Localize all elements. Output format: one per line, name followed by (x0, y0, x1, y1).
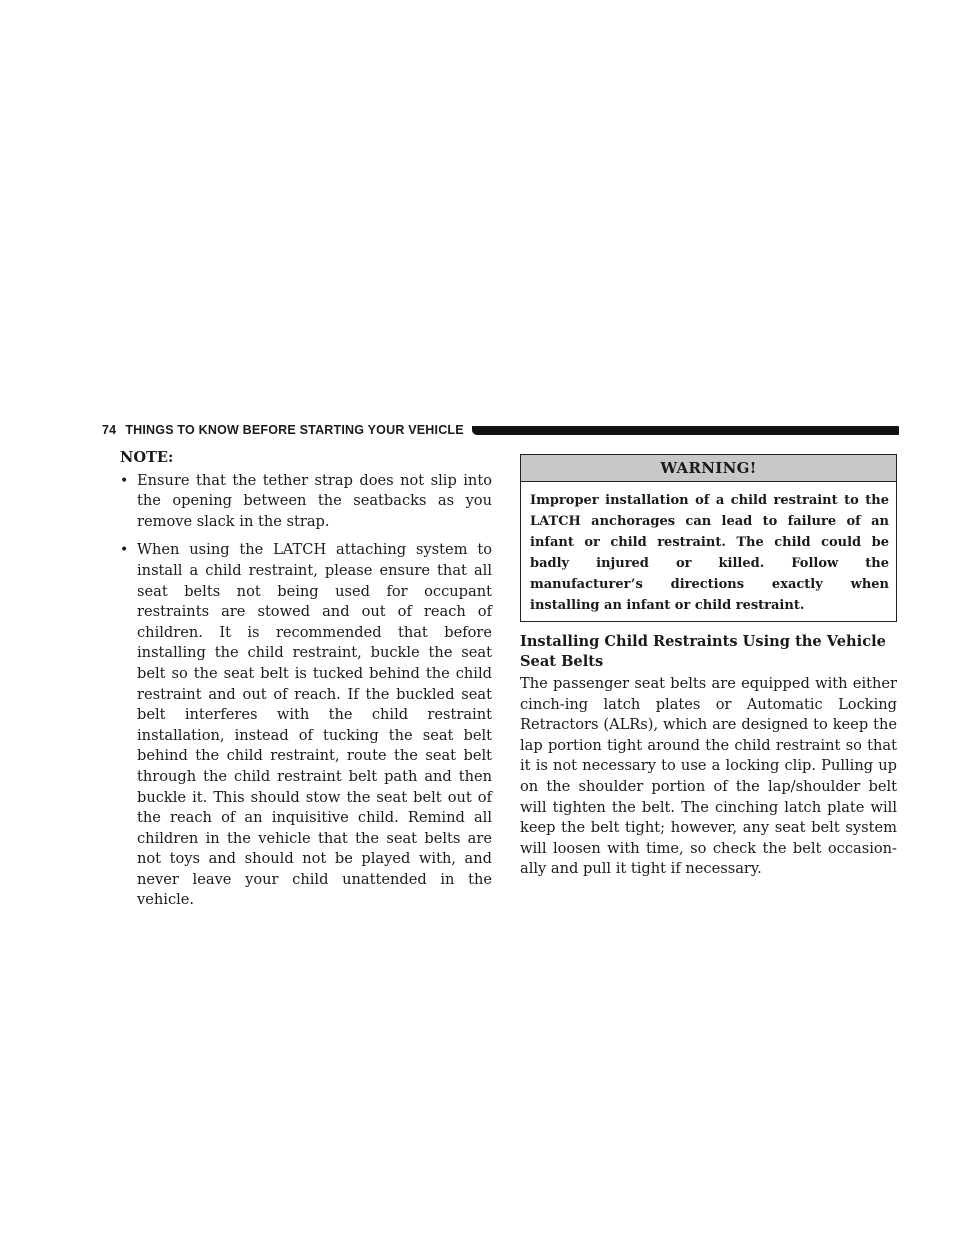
page-number: 74 (102, 423, 117, 437)
section-body: The passenger seat belts are equipped with either cinch-ing latch plates or Automatic Locking Retractors (ALRs), which are designed to keep the lap portion tight around the child restraint so that it is not necessary to use a locking clip. Pulling up on the shoulder portion of the lap/shoulder belt will tighten the belt. The cinching latch plate will keep the belt tight; however, any seat belt system will loosen with time, so check the belt occasion-ally and pull it tight if necessary. (520, 675, 897, 878)
page-header (102, 419, 899, 441)
section-heading: Installing Child Restraints Using the Vehicle Seat Belts (520, 633, 886, 670)
note-bullet (120, 471, 492, 533)
warning-title: WARNING! (521, 455, 896, 482)
warning-text: Improper installation of a child restraint to the LATCH anchorages can lead to failure of an infant or child restraint. The child could be badly injured or killed. Follow the manufacturer’s directions exactly when installing an infant or child restraint. (530, 493, 889, 613)
bullet-icon: • (120, 542, 129, 559)
note-label: NOTE: (120, 449, 174, 466)
section-title: THINGS TO KNOW BEFORE STARTING YOUR VEHICLE (125, 423, 464, 437)
note-bullet-text: When using the LATCH attaching system to install a child restraint, please ensure that all seat belts not being used for occupant restraints are stowed and out of reach of children. It is recommended that before installing the child restraint, buckle the seat belt so the seat belt is tucked behind the child restraint and out of reach. If the buckled seat belt interferes with the child restraint installation, instead of tucking the seat belt behind the child restraint, route the seat belt through the child restraint belt path and then buckle it. This should stow the seat belt out of the reach of an inquisitive child. Remind all children in the vehicle that the seat belts are not toys and should not be played with, and never leave your child unattended in the vehicle. (137, 541, 492, 909)
header-rule (472, 426, 899, 435)
note-bullet-text: Ensure that the tether strap does not slip into the opening between the seatbacks as you remove slack in the strap. (137, 471, 492, 530)
right-column (520, 454, 897, 880)
left-column (120, 448, 492, 919)
warning-box (520, 454, 897, 622)
note-bullet (120, 540, 492, 911)
bullet-icon: • (120, 472, 129, 489)
